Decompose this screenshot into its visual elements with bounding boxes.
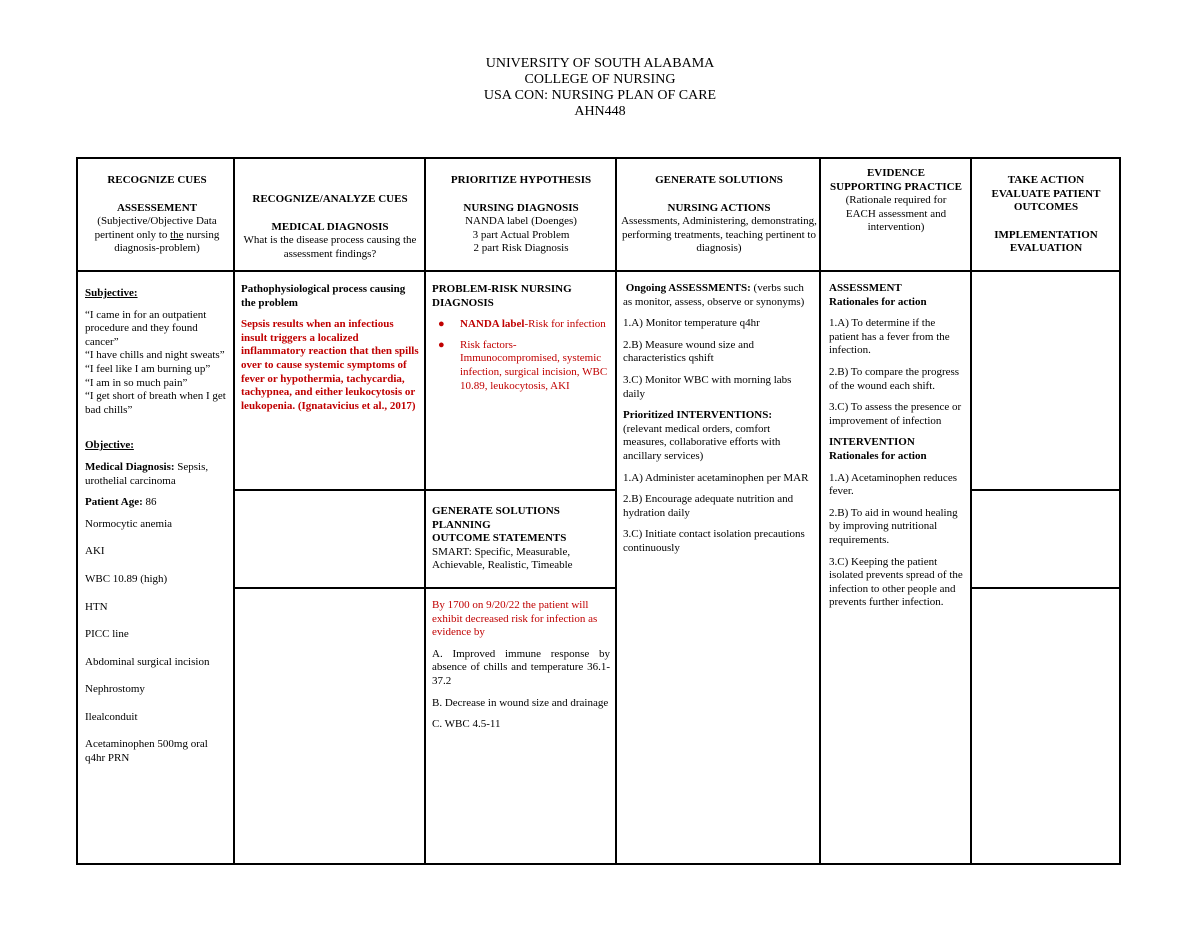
header-subtitle: MEDICAL DIAGNOSIS — [271, 220, 389, 233]
header-subtitle: ASSESSEMENT — [116, 201, 198, 214]
header-take-action: TAKE ACTION EVALUATE PATIENT OUTCOMES IMPLEMENTATION EVALUATION — [991, 174, 1101, 255]
university-name: UNIVERSITY OF SOUTH ALABAMA — [485, 56, 715, 71]
objective-item: WBC 10.89 (high) — [85, 572, 168, 585]
row-divider — [233, 587, 617, 589]
intervention-action: 3.C) Initiate contact isolation precautions continuously — [623, 528, 805, 554]
header-line: 2 part Risk Diagnosis — [473, 242, 569, 255]
intervention-rationale: 3.C) Keeping the patient isolated prevents spread of the infection to other people and prevents further infection. — [829, 555, 963, 609]
assessment-rationale: 3.C) To assess the presence or improvement of infection — [829, 401, 962, 427]
assessment-action: 3.C) Monitor WBC with morning labs daily — [623, 373, 792, 400]
document-header — [0, 56, 1200, 120]
column-divider — [970, 159, 972, 863]
planning-title: GENERATE SOLUTIONS — [432, 505, 560, 517]
row-divider — [233, 489, 617, 491]
planning-title: PLANNING — [432, 518, 491, 531]
header-line: NANDA label (Doenges) — [465, 215, 577, 228]
header-prioritize-hypothesis — [430, 174, 612, 256]
intervention-rationale-subtitle: Rationales for action — [829, 449, 927, 462]
header-description: (Subjective/Objective Data pertinent only to the nursing diagnosis-problem) — [94, 215, 220, 255]
intervention-rationale: 2.B) To aid in wound healing by improving nutritional requirements. — [829, 506, 958, 546]
intervention-action: 1.A) Administer acetaminophen per MAR — [623, 471, 809, 484]
header-analyze-cues — [239, 193, 421, 261]
outcome-item: B. Decrease in wound size and drainage — [432, 696, 609, 709]
header-title: EVIDENCE SUPPORTING PRACTICE — [830, 167, 962, 193]
objective-item: PICC line — [85, 628, 129, 641]
objective-item: AKI — [85, 545, 105, 558]
assessment-action: 1.A) Monitor temperature q4hr — [623, 317, 760, 330]
patho-title: Pathophysiological process causing the problem — [241, 283, 406, 309]
assessment-cell — [85, 287, 227, 766]
header-title: GENERATE SOLUTIONS — [655, 174, 783, 186]
outcome-item: A. Improved immune response by absence of chills and temperature 36.1-37.2 — [432, 647, 610, 687]
header-generate-solutions — [621, 174, 817, 256]
assessment-rationale: 1.A) To determine if the patient has a fever from the infection. — [829, 317, 950, 357]
header-line: 3 part Actual Problem — [472, 228, 570, 241]
subjective-quote: “I have chills and night sweats” — [85, 349, 225, 362]
subjective-quote: “I am in so much pain” — [85, 376, 188, 389]
objective-item: HTN — [85, 600, 108, 613]
header-subtitle: NURSING DIAGNOSIS — [463, 201, 579, 214]
patho-text: Sepsis results when an infectious insult triggers a localized inflammatory reaction that then spills over to cause systemic symptoms of fever or hypothermia, tachycardia, tachypnea, and either leukocytosis or leukopenia. (Ignatavicius et al., 2017) — [241, 318, 419, 412]
subjective-quote: “I get short of breath when I get bad chills” — [85, 390, 226, 416]
planning-title: OUTCOME STATEMENTS — [432, 532, 567, 545]
diagnosis-title: PROBLEM-RISK NURSING DIAGNOSIS — [432, 283, 572, 309]
assessment-rationale: 2.B) To compare the progress of the wound each shift. — [829, 365, 960, 392]
outcome-item: C. WBC 4.5-11 — [432, 718, 501, 731]
intervention-rationale: 1.A) Acetaminophen reduces fever. — [829, 471, 957, 498]
assessments-heading: Ongoing ASSESSMENTS: (verbs such as monitor, assess, observe or synonyms) — [623, 282, 805, 308]
row-divider — [970, 587, 1119, 589]
assessment-action: 2.B) Measure wound size and characteristics qshift — [623, 338, 755, 365]
header-title: RECOGNIZE/ANALYZE CUES — [252, 193, 408, 205]
header-row-divider — [78, 270, 1119, 272]
pathophysiology-cell — [241, 283, 419, 413]
header-description: What is the disease process causing the assessment findings? — [243, 234, 417, 260]
objective-label: Objective: — [85, 439, 134, 452]
care-plan-table — [76, 157, 1121, 865]
header-recognize-cues — [84, 174, 230, 256]
risk-factors-item: ● Risk factors- Immunocompromised, systemic infection, surgical incision, WBC 10.89, leukocytosis, AKI — [438, 338, 608, 392]
column-divider — [424, 159, 426, 863]
objective-item: Acetaminophen 500mg oral q4hr PRN — [85, 738, 208, 765]
header-title: RECOGNIZE CUES — [107, 174, 207, 186]
nanda-label-item: ● NANDA label-Risk for infection — [438, 318, 606, 331]
smart-description: SMART: Specific, Measurable, Achievable, Realistic, Timeable — [432, 545, 573, 572]
college-name: COLLEGE OF NURSING — [524, 72, 676, 87]
objective-item: Abdominal surgical incision — [85, 655, 210, 668]
course-code: AHN448 — [574, 104, 626, 119]
header-description: Assessments, Administering, demonstrating, performing treatments, teaching pertinent to diagnosis) — [621, 215, 817, 255]
nursing-diagnosis-cell — [432, 283, 612, 400]
intervention-action: 2.B) Encourage adequate nutrition and hydration daily — [623, 493, 794, 519]
planning-header-cell — [432, 505, 612, 573]
subjective-quote: “I feel like I am burning up” — [85, 362, 211, 375]
objective-item: Nephrostomy — [85, 683, 145, 696]
column-divider — [615, 159, 617, 863]
header-evidence-practice — [830, 167, 962, 235]
assessment-rationale-subtitle: Rationales for action — [829, 295, 927, 308]
medical-diagnosis: Medical Diagnosis: Sepsis, urothelial carcinoma — [85, 460, 209, 487]
patient-age: Patient Age: 86 — [85, 496, 157, 509]
subjective-label: Subjective: — [85, 287, 138, 299]
outcome-statements-cell — [432, 599, 610, 732]
assessment-rationale-title: ASSESSMENT — [829, 282, 902, 294]
header-description: (Rationale required for EACH assessment and intervention) — [845, 194, 947, 234]
goal-statement: By 1700 on 9/20/22 the patient will exhibit decreased risk for infection as evidence by — [432, 599, 598, 639]
interventions-heading: Prioritized INTERVENTIONS: — [623, 409, 773, 422]
document-title: USA CON: NURSING PLAN OF CARE — [483, 88, 717, 103]
objective-item: Ilealconduit — [85, 710, 138, 723]
header-subtitle: NURSING ACTIONS — [667, 201, 771, 214]
rationale-cell — [829, 282, 965, 610]
intervention-rationale-title: INTERVENTION — [829, 436, 915, 449]
subjective-quote: “I came in for an outpatient procedure and they found cancer” — [85, 308, 207, 348]
header-title: PRIORITIZE HYPOTHESIS — [450, 174, 592, 186]
column-divider — [819, 159, 821, 863]
nursing-actions-cell — [623, 282, 815, 556]
column-divider — [233, 159, 235, 863]
objective-item: Normocytic anemia — [85, 517, 173, 530]
row-divider — [970, 489, 1119, 491]
interventions-description: (relevant medical orders, comfort measures, collaborative efforts with ancillary services) — [623, 422, 781, 462]
